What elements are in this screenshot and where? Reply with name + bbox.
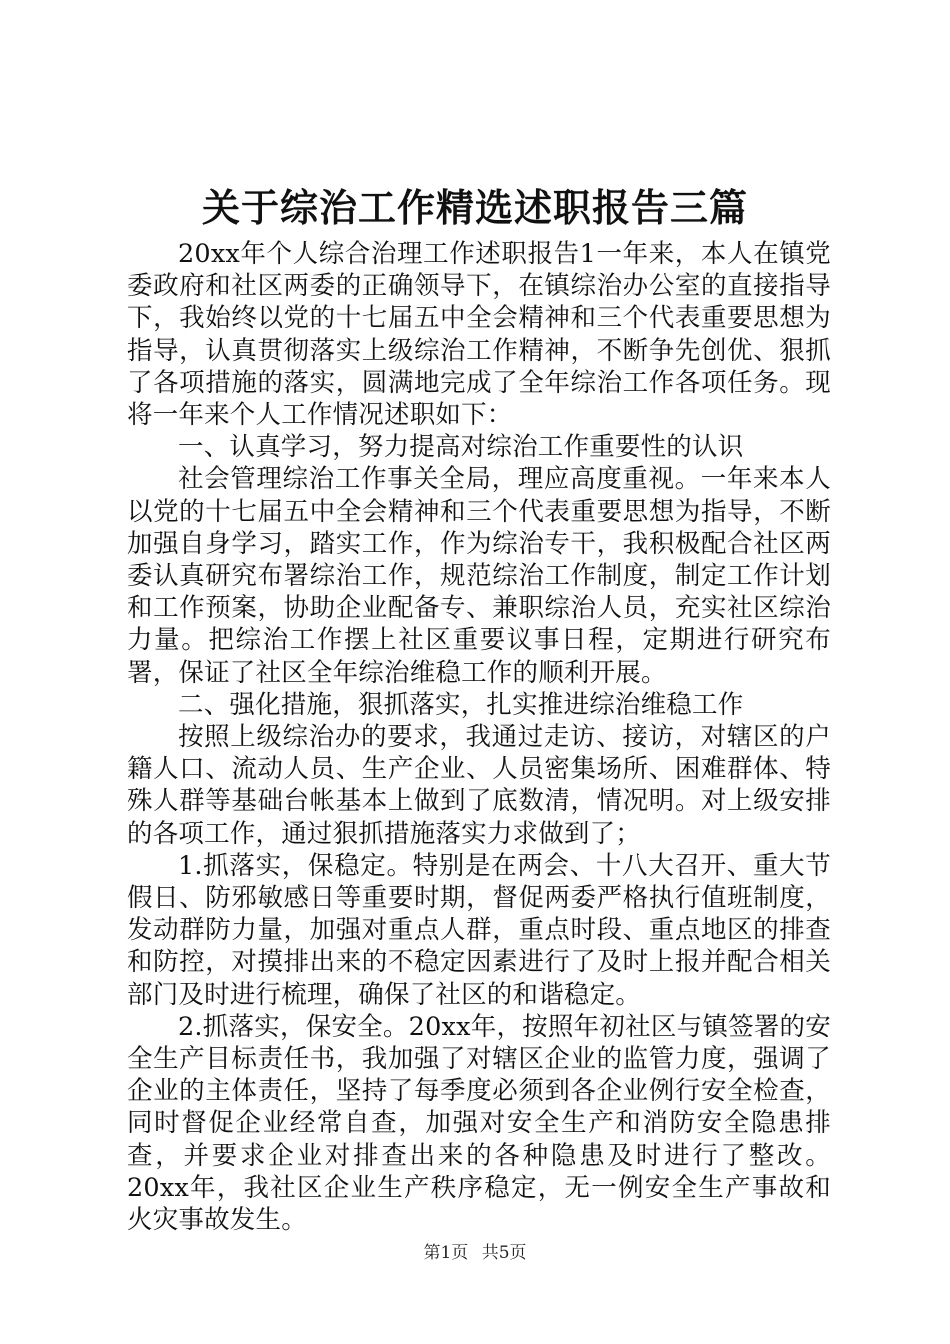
page-number-current: 第1页 — [423, 1243, 469, 1263]
page-number-total: 共5页 — [481, 1243, 527, 1263]
document-title: 关于综治工作精选述职报告三篇 — [201, 185, 748, 230]
section-heading-2: 二、强化措施，狠抓落实，扎实推进综治维稳工作 — [178, 689, 744, 720]
document-body — [127, 238, 831, 1236]
section-heading-1: 一、认真学习，努力提高对综治工作重要性的认识 — [178, 432, 744, 463]
paragraph-intro: 20xx年个人综合治理工作述职报告1一年来，本人在镇党委政府和社区两委的正确领导下，在镇综治办公室的直接指导下，我始终以党的十七届五中全会精神和三个代表重要思想为指导，认真贯彻落实上级综治工作精神，不断争先创优、狠抓了各项措施的落实，圆满地完成了全年综治工作各项任务。现将一年来个人工作情况述职如下： — [127, 239, 831, 431]
paragraph-item-1: 1.抓落实，保稳定。特别是在两会、十八大召开、重大节假日、防邪敏感日等重要时期，督促两委严格执行值班制度，发动群防力量，加强对重点人群，重点时段、重点地区的排查和防控，对摸排出来的不稳定因素进行了及时上报并配合相关部门及时进行梳理，确保了社区的和谐稳定。 — [127, 850, 831, 1010]
paragraph-item-2: 2.抓落实，保安全。20xx年，按照年初社区与镇签署的安全生产目标责任书，我加强了对辖区企业的监管力度，强调了企业的主体责任，坚持了每季度必须到各企业例行安全检查，同时督促企业经常自查，加强对安全生产和消防安全隐患排查，并要求企业对排查出来的各种隐患及时进行了整改。20xx年，我社区企业生产秩序稳定，无一例安全生产事故和火灾事故发生。 — [127, 1011, 831, 1236]
page-footer — [0, 1242, 950, 1264]
paragraph-section-2: 按照上级综治办的要求，我通过走访、接访，对辖区的户籍人口、流动人员、生产企业、人员密集场所、困难群体、特殊人群等基础台帐基本上做到了底数清，情况明。对上级安排的各项工作，通过狠抓措施落实力求做到了； — [127, 722, 831, 849]
paragraph-section-1: 社会管理综治工作事关全局，理应高度重视。一年来本人以党的十七届五中全会精神和三个代表重要思想为指导，不断加强自身学习，踏实工作，作为综治专干，我积极配合社区两委认真研究布署综治工作，规范综治工作制度，制定工作计划和工作预案，协助企业配备专、兼职综治人员，充实社区综治力量。把综治工作摆上社区重要议事日程，定期进行研究布署，保证了社区全年综治维稳工作的顺利开展。 — [127, 464, 831, 688]
